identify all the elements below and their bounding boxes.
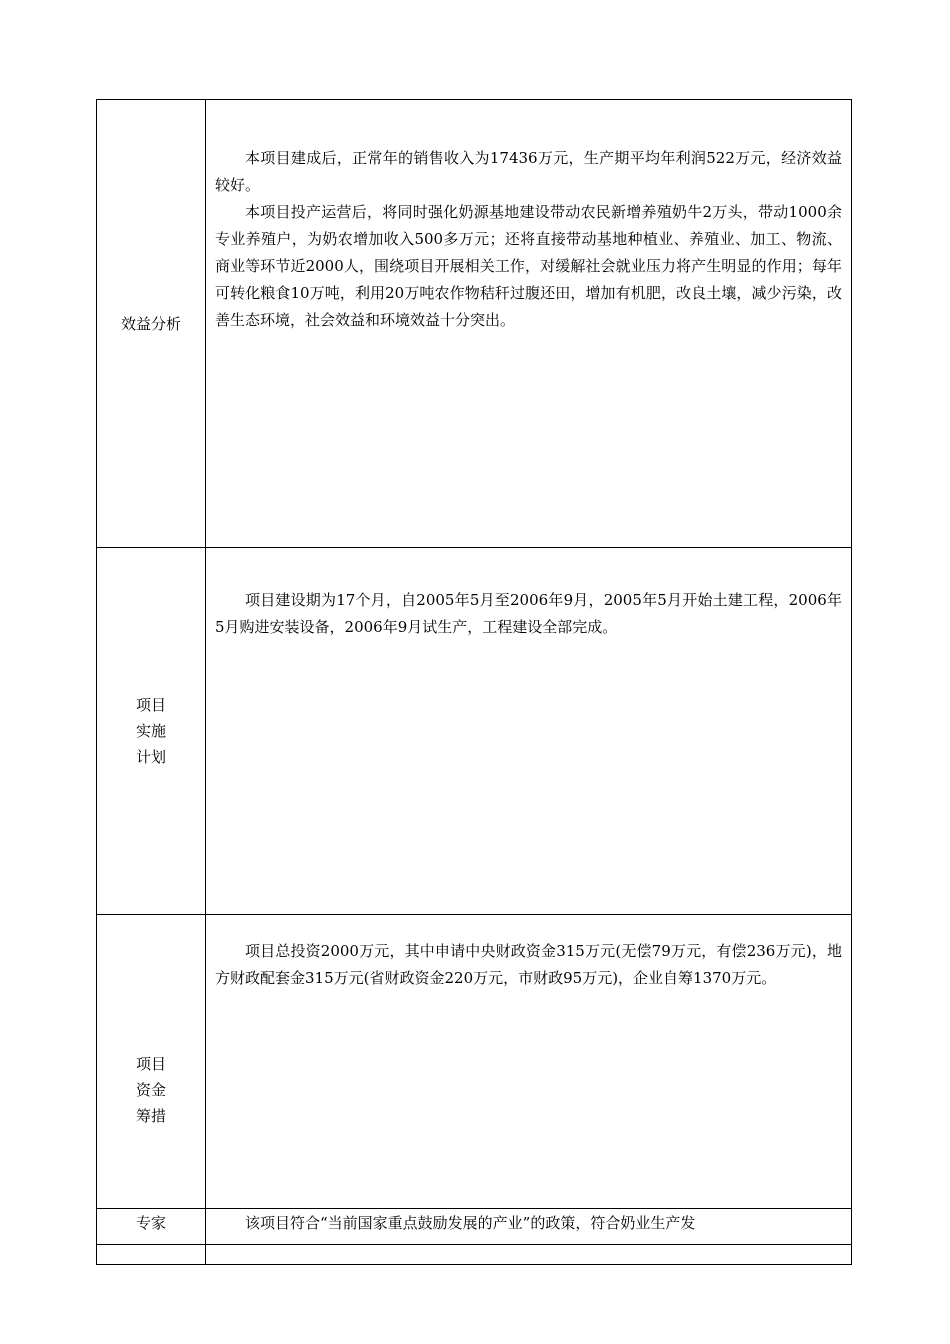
benefit-analysis-row [97, 100, 852, 548]
implementation-plan-label-line: 计划 [135, 748, 166, 766]
benefit-paragraph-social: 本项目投产运营后，将同时强化奶源基地建设带动农民新增养殖奶牛2万头，带动1000余专业养殖户，为奶农增加收入500多万元；还将直接带动基地种植业、养殖业、加工、物流、商业等环节近2000人，围绕项目开展相关工作，对缓解社会就业压力将产生明显的作用；每年可转化粮食10万吨，利用20万吨农作物秸秆过腹还田，增加有机肥，改良土壤，减少污染，改善生态环境，社会效益和环境效益十分突出。 [215, 203, 842, 329]
expert-opinion-row [97, 1209, 852, 1245]
implementation-plan-label-line: 项目 [135, 696, 166, 714]
implementation-plan-content [206, 548, 852, 915]
funding-paragraph: 项目总投资2000万元，其中申请中央财政资金315万元(无偿79万元，有偿236万元)，地方财政配套金315万元(省财政资金220万元，市财政95万元)，企业自筹1370万元。 [215, 942, 842, 987]
expert-opinion-label: 专家 [97, 1209, 206, 1245]
funding-label-line: 项目 [135, 1054, 166, 1073]
implementation-plan-label-line: 实施 [135, 722, 166, 740]
expert-opinion-paragraph: 该项目符合“当前国家重点鼓励发展的产业”的政策，符合奶业生产发 [245, 1214, 696, 1232]
implementation-plan-paragraph: 项目建设期为17个月，自2005年5月至2006年9月，2005年5月开始土建工程，2006年5月购进安装设备，2006年9月试生产，工程建设全部完成。 [215, 591, 842, 636]
expert-opinion-content [206, 1209, 852, 1245]
benefit-analysis-content [206, 100, 852, 548]
funding-label-line: 资金 [135, 1080, 166, 1099]
project-form-table [96, 99, 852, 1265]
benefit-paragraph-economic: 本项目建成后，正常年的销售收入为17436万元，生产期平均年利润522万元，经济效益较好。 [215, 149, 842, 194]
benefit-analysis-label: 效益分析 [97, 100, 206, 548]
implementation-plan-row [97, 548, 852, 915]
expert-opinion-table [96, 1208, 852, 1245]
implementation-plan-label [97, 548, 206, 915]
funding-label-line: 筹措 [135, 1106, 166, 1125]
